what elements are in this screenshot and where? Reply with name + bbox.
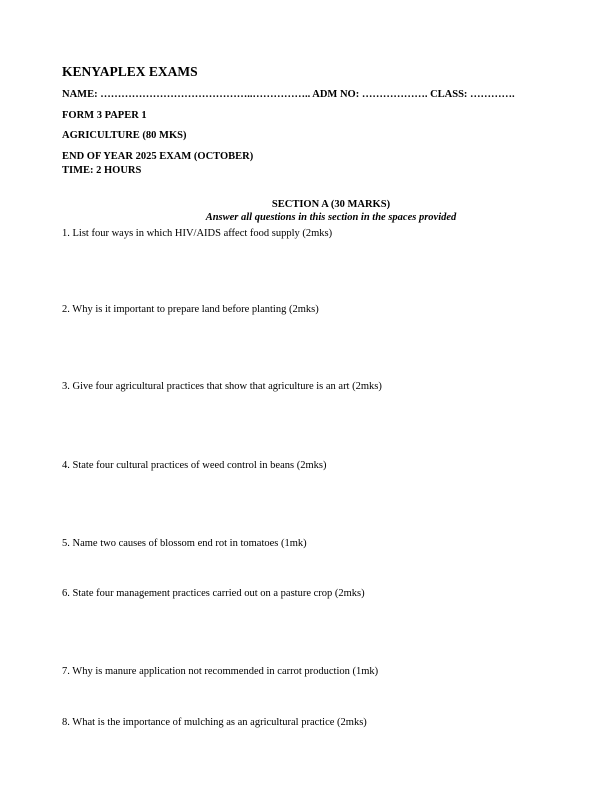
school-name: KENYAPLEX EXAMS bbox=[62, 64, 198, 79]
exam-time: TIME: 2 HOURS bbox=[62, 165, 142, 176]
exam-title: END OF YEAR 2025 EXAM (OCTOBER) bbox=[62, 151, 254, 162]
form-paper: FORM 3 PAPER 1 bbox=[62, 110, 147, 121]
section-title-text: SECTION A (30 MARKS) bbox=[271, 199, 391, 210]
question-8: 8. What is the importance of mulching as an agricultural practice (2mks) bbox=[62, 717, 367, 728]
question-6: 6. State four management practices carried out on a pasture crop (2mks) bbox=[62, 588, 365, 599]
section-heading bbox=[0, 200, 612, 211]
section-instructions bbox=[0, 213, 612, 224]
question-4: 4. State four cultural practices of weed control in beans (2mks) bbox=[62, 460, 327, 471]
question-2: 2. Why is it important to prepare land before planting (2mks) bbox=[62, 304, 319, 315]
student-details-line: NAME: ……………………………………..…………….. ADM NO: ………………. CLASS: …………. bbox=[62, 89, 515, 100]
question-7: 7. Why is manure application not recommended in carrot production (1mk) bbox=[62, 666, 379, 677]
question-3: 3. Give four agricultural practices that show that agriculture is an art (2mks) bbox=[62, 381, 382, 392]
instructions-text: Answer all questions in this section in the spaces provided bbox=[205, 212, 457, 223]
subject-title: AGRICULTURE (80 MKS) bbox=[62, 130, 187, 141]
question-5: 5. Name two causes of blossom end rot in tomatoes (1mk) bbox=[62, 538, 307, 549]
question-1: 1. List four ways in which HIV/AIDS affect food supply (2mks) bbox=[62, 228, 333, 239]
